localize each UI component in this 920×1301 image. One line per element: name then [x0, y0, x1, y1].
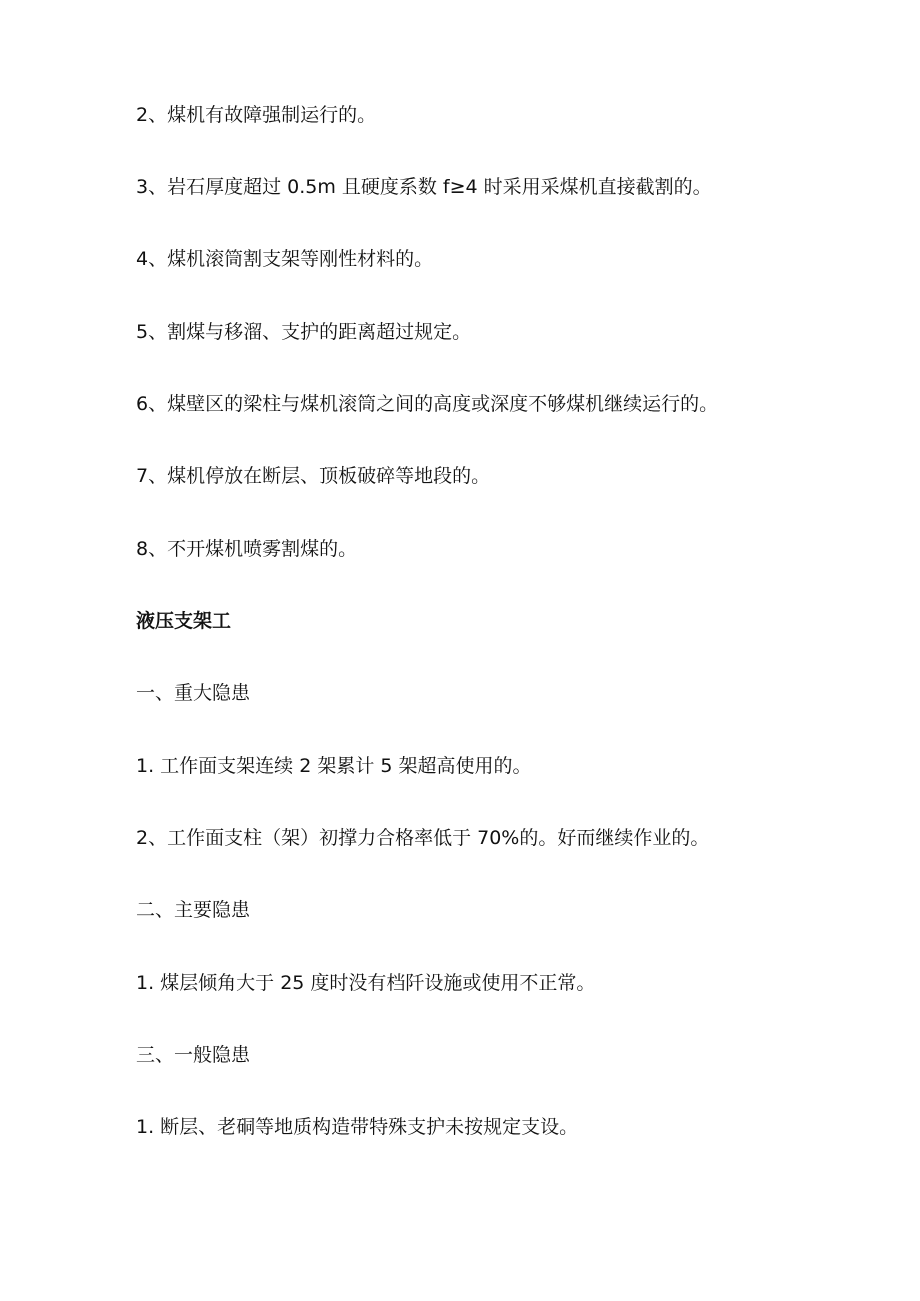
list-item-coal-machine-fault: 2、煤机有故障强制运行的。 [136, 104, 377, 126]
list-item-no-spray: 8、不开煤机喷雾割煤的。 [136, 538, 358, 560]
list-item-seam-inclination: 1. 煤层倾角大于 25 度时没有档阡设施或使用不正常。 [136, 972, 596, 994]
list-item-coal-wall-clearance: 6、煤壁区的梁柱与煤机滚筒之间的高度或深度不够煤机继续运行的。 [136, 393, 719, 415]
list-item-setting-load-rate: 2、工作面支柱（架）初撑力合格率低于 70%的。好而继续作业的。 [136, 827, 710, 849]
list-item-rock-thickness: 3、岩石厚度超过 0.5m 且硬度系数 f≥4 时采用采煤机直接截割的。 [136, 176, 712, 198]
section-heading-hydraulic-support: 液压支架工 [136, 610, 232, 632]
list-item-machine-parking: 7、煤机停放在断层、顶板破碎等地段的。 [136, 465, 491, 487]
list-item-support-overheight: 1. 工作面支架连续 2 架累计 5 架超高使用的。 [136, 755, 532, 777]
subheading-major-hazards: 一、重大隐患 [136, 682, 251, 704]
list-item-special-support: 1. 断层、老硐等地质构造带特殊支护未按规定支设。 [136, 1116, 579, 1138]
list-item-cutting-distance: 5、割煤与移溜、支护的距离超过规定。 [136, 321, 472, 343]
subheading-main-hazards: 二、主要隐患 [136, 899, 251, 921]
list-item-drum-cutting-support: 4、煤机滚筒割支架等刚性材料的。 [136, 248, 434, 270]
subheading-general-hazards: 三、一般隐患 [136, 1044, 251, 1066]
